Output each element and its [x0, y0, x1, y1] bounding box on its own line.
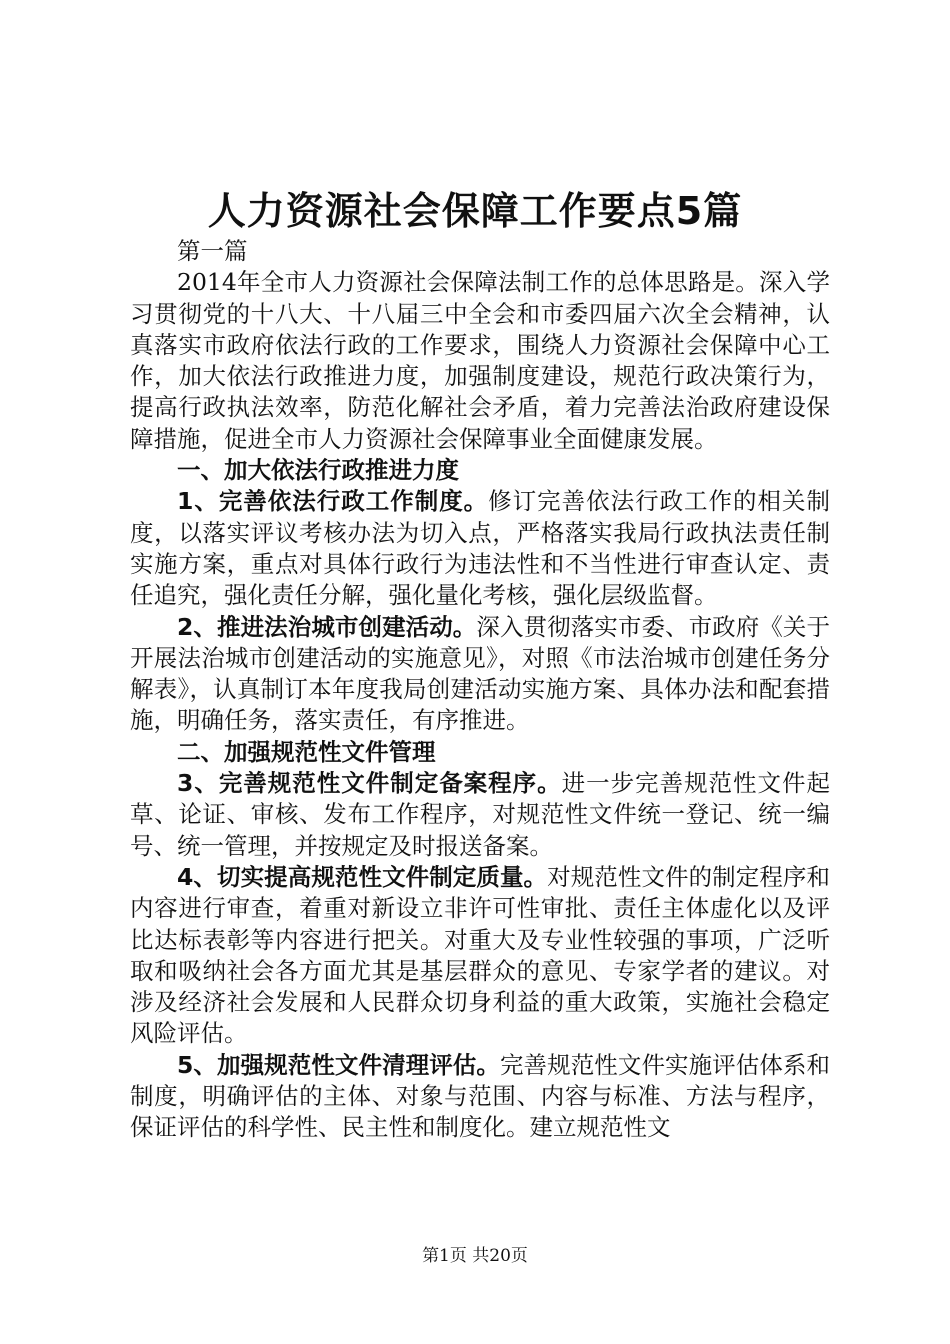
item-text-1: 修订完善依法行政工作的相关制度，以落实评议考核办法为切入点，严格落实我局行政执法责任制实施方案，重点对具体行政行为违法性和不当性进行审查认定、责任追究，强化责任分解，强化量化考核，强化层级监督。 [130, 487, 830, 610]
item-text-5: 完善规范性文件实施评估体系和制度，明确评估的主体、对象与范围、内容与标准、方法与程序，保证评估的科学性、民主性和制度化。建立规范性文 [130, 1050, 830, 1142]
page-footer: 第1页 共20页 [422, 1246, 528, 1266]
section-label: 第一篇 [177, 237, 248, 265]
item-paragraph-5 [130, 1050, 830, 1144]
intro-paragraph: 2014年全市人力资源社会保障法制工作的总体思路是。深入学习贯彻党的十八大、十八届三中全会和市委四届六次全会精神，认真落实市政府依法行政的工作要求，围绕人力资源社会保障中心工作，加大依法行政推进力度，加强制度建设，规范行政决策行为，提高行政执法效率，防范化解社会矛盾，着力完善法治政府建设保障措施，促进全市人力资源社会保障事业全面健康发展。 [130, 268, 830, 453]
item-lead-4: 4、切实提高规范性文件制定质量。 [177, 862, 548, 891]
section-heading-1: 一、加大依法行政推进力度 [177, 456, 459, 485]
item-text-4: 对规范性文件的制定程序和内容进行审查，着重对新设立非许可性审批、责任主体虚化以及评比达标表彰等内容进行把关。对重大及专业性较强的事项，广泛听取和吸纳社会各方面尤其是基层群众的意见、专家学者的建议。对涉及经济社会发展和人民群众切身利益的重大政策，实施社会稳定风险评估。 [130, 862, 830, 1048]
item-paragraph-2 [130, 612, 830, 737]
document-title: 人力资源社会保障工作要点5篇 [207, 189, 743, 233]
section-heading-2: 二、加强规范性文件管理 [177, 737, 436, 766]
item-lead-5: 5、加强规范性文件清理评估。 [177, 1050, 500, 1079]
item-paragraph-4 [130, 862, 830, 1050]
item-paragraph-3 [130, 768, 830, 862]
document-body [130, 236, 830, 1144]
item-text-2: 深入贯彻落实市委、市政府《关于开展法治城市创建活动的实施意见》，对照《市法治城市创建任务分解表》，认真制订本年度我局创建活动实施方案、具体办法和配套措施，明确任务，落实责任，有序推进。 [130, 612, 831, 735]
item-paragraph-1 [130, 486, 830, 611]
item-lead-1: 1、完善依法行政工作制度。 [177, 487, 489, 516]
item-text-3: 进一步完善规范性文件起草、论证、审核、发布工作程序，对规范性文件统一登记、统一编号、统一管理，并按规定及时报送备案。 [130, 769, 831, 860]
item-lead-3: 3、完善规范性文件制定备案程序。 [177, 769, 562, 798]
item-lead-2: 2、推进法治城市创建活动。 [177, 612, 477, 641]
